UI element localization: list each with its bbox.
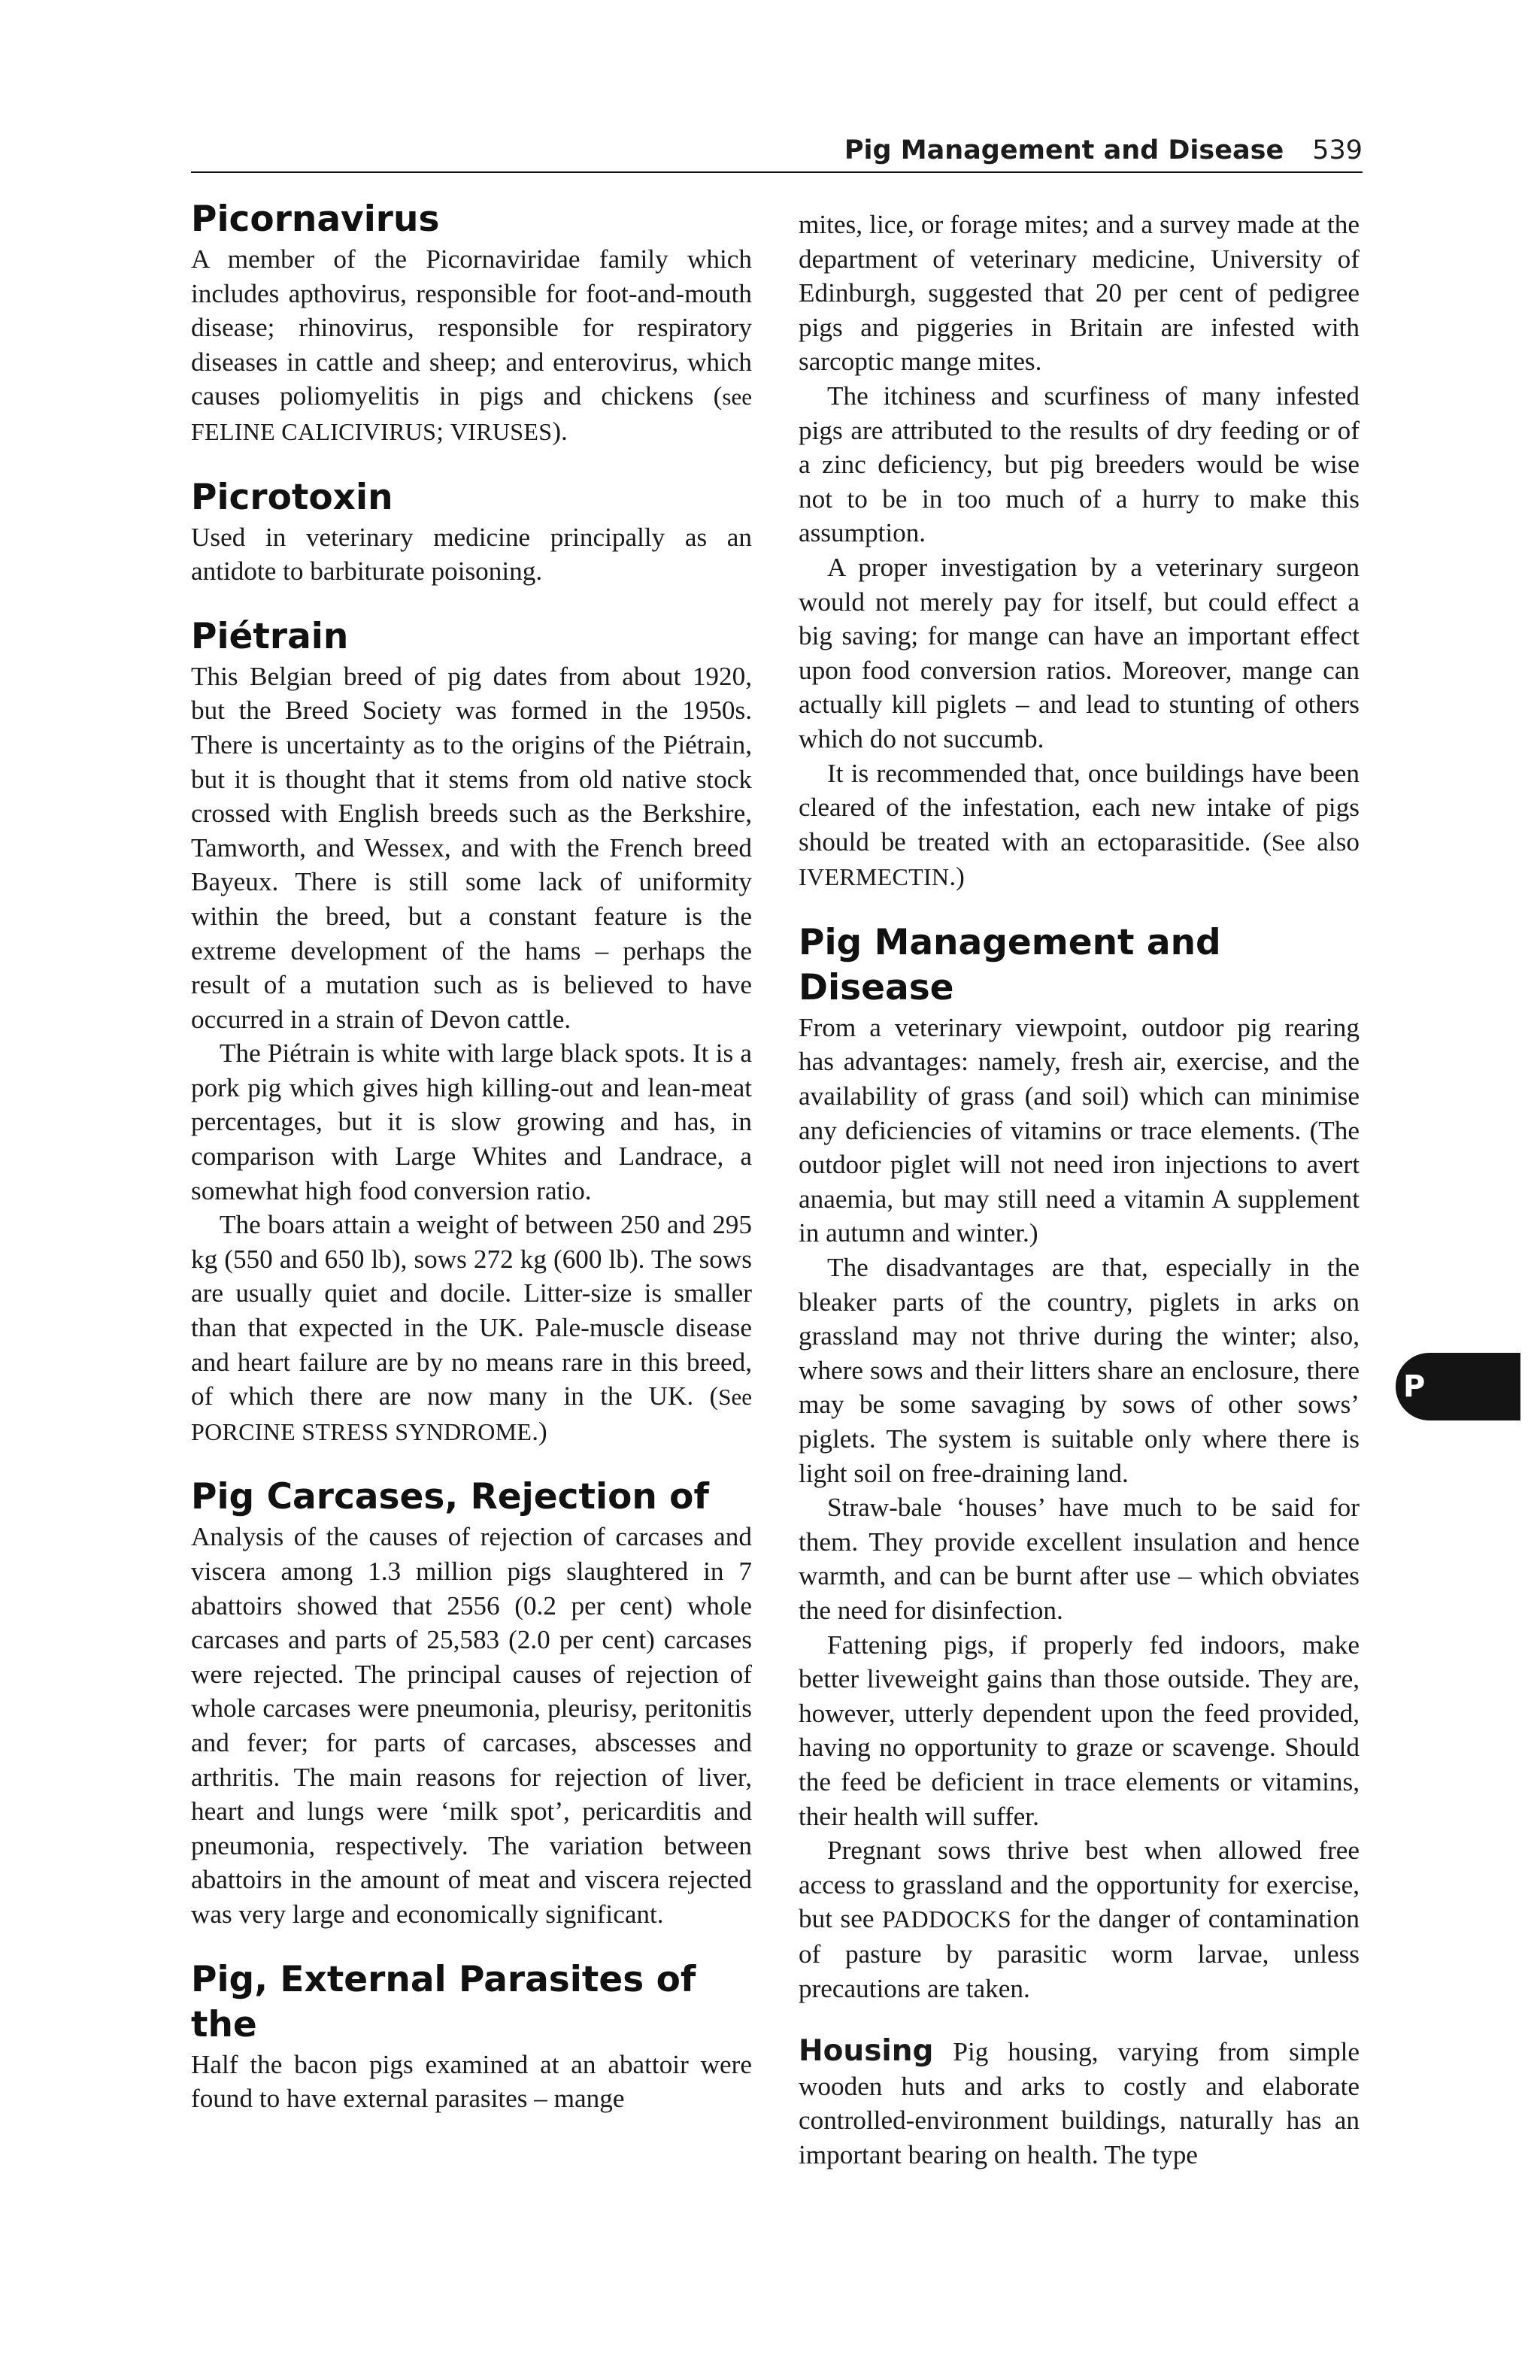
entry-title: Picornavirus <box>191 199 440 240</box>
running-head <box>191 125 1363 173</box>
section-thumb-tab <box>1396 1353 1520 1420</box>
entry-title: Picrotoxin <box>191 476 393 518</box>
entry-body: The disadvantages are that, especially in the bleaker parts of the country, piglets in arks on grassland may not thrive during the winter; also, where sows and their litters share an enclosure, there may be some savaging by sows of other sows’ piglets. The system is suitable only where there is light soil on free-draining land. <box>799 1253 1360 1488</box>
entry-body: mites, lice, or forage mites; and a survey made at the department of veterinary medicine, University of Edinburgh, suggested that 20 per cent of pedigree pigs and piggeries in Britain are infested with sarcoptic mange mites. <box>799 210 1360 377</box>
cross-reference-link[interactable]: FELINE CALICIVIRUS <box>191 417 437 445</box>
entry-body: The Piétrain is white with large black spots. It is a pork pig which gives high killing-out and lean-meat percentages, but it is slow growing and has, in comparison with Large Whites and Landrace, a somewhat high food conversion ratio. <box>191 1038 752 1205</box>
entry-body: Half the bacon pigs examined at an abattoir were found to have external parasites – mange <box>191 2049 752 2114</box>
entry-picornavirus <box>191 197 752 450</box>
cross-reference-link[interactable]: PADDOCKS <box>881 1906 1011 1933</box>
see-label: See <box>718 1384 752 1411</box>
entry-external-parasites-continued <box>799 208 1360 895</box>
entry-body: This Belgian breed of pig dates from about 1920, but the Breed Society was formed in the 1950s. There is uncertainty as to the origins of the Piétrain, but it is thought that it stems from old native stock crossed with English breeds such as the Berkshire, Tamworth, and Wessex, and with the French breed Bayeux. There is still some lack of uniformity within the breed, but a constant feature is the extreme development of the hams – perhaps the result of a mutation such as is believed to have occurred in a strain of Devon cattle. <box>191 661 752 1034</box>
entry-body: Analysis of the causes of rejection of carcases and viscera among 1.3 million pigs slaughtered in 7 abattoirs showed that 2556 (0.2 per cent) whole carcases and parts of 25,583 (2.0 per cent) carcases were rejected. The principal causes of rejection of whole carcases were pneumonia, pleurisy, peritonitis and fever; for parts of carcases, abscesses and arthritis. The main reasons for rejection of liver, heart and lungs were ‘milk spot’, pericarditis and pneumonia, respectively. The variation between abattoirs in the amount of meat and viscera rejected was very large and economically significant. <box>191 1522 752 1929</box>
thumb-tab-letter: P <box>1403 1369 1426 1404</box>
entry-title: Piétrain <box>191 615 349 657</box>
entry-pig-carcases <box>191 1475 752 1931</box>
entry-body: Used in veterinary medicine principally as an antidote to barbiturate poisoning. <box>191 522 752 587</box>
left-column <box>191 197 752 2116</box>
subsection-housing: Housing Pig housing, varying from simple wooden huts and arks to costly and elaborate controlled-environment buildings, naturally has an important bearing on health. The type <box>799 2034 1360 2169</box>
entry-body: Fattening pigs, if properly fed indoors, make better liveweight gains than those outside. They are, however, utterly dependent upon the feed provided, having no opportunity to graze or scavenge. Should the feed be deficient in trace elements or vitamins, their health will suffer. <box>799 1630 1360 1831</box>
entry-body: Straw-bale ‘houses’ have much to be said for them. They provide excellent insulation and hence warmth, and can be burnt after use – which obviates the need for disinfection. <box>799 1493 1360 1625</box>
entry-body: Pregnant sows thrive best when allowed free access to grassland and the opportunity for exercise, but see PADDOCKS for the danger of contamination of pasture by parasitic worm larvae, unless precautions are taken. <box>799 1836 1360 2003</box>
entry-external-parasites <box>191 1957 752 2116</box>
entry-body: The boars attain a weight of between 250 and 295 kg (550 and 650 lb), sows 272 kg (600 lb). The sows are usually quiet and docile. Litter-size is smaller than that expected in the UK. Pale-muscle disease and heart failure are by no means rare in this breed, of which there are now many in the UK. (See PORCINE STRESS SYNDROME.) <box>191 1210 752 1446</box>
see-label: See <box>1271 829 1305 856</box>
entry-title: Pig, External Parasites of the <box>191 1958 696 2045</box>
entry-pig-management <box>799 920 1360 2172</box>
entry-body: The itchiness and scurfiness of many infested pigs are attributed to the results of dry feeding or of a zinc deficiency, but pig breeders would be wise not to be in too much of a hurry to make this assumption. <box>799 380 1360 548</box>
page-number: 539 <box>1312 135 1363 165</box>
see-label: see <box>722 384 752 411</box>
entry-body: From a veterinary viewpoint, outdoor pig rearing has advantages: namely, fresh air, exercise, and the availability of grass (and soil) which can minimise any deficiencies of vitamins or trace elements. (The outdoor piglet will not need iron injections to avert anaemia, but may still need a vitamin A supplement in autumn and winter.) <box>799 1012 1360 1248</box>
running-head-title: Pig Management and Disease <box>844 135 1284 165</box>
cross-reference-link[interactable]: PORCINE STRESS SYNDROME <box>191 1417 532 1445</box>
entry-body: A proper investigation by a veterinary surgeon would not merely pay for itself, but could effect a big saving; for mange can have an important effect upon food conversion ratios. Moreover, mange can actually kill piglets – and lead to stunting of others which do not succumb. <box>799 552 1360 753</box>
subsection-heading: Housing <box>799 2034 934 2069</box>
entry-picrotoxin <box>191 475 752 589</box>
entry-title: Pig Carcases, Rejection of <box>191 1476 709 1518</box>
right-column <box>799 208 1360 2172</box>
entry-pietrain <box>191 614 752 1450</box>
cross-reference-link[interactable]: VIRUSES <box>450 417 553 445</box>
entry-body: A member of the Picornaviridae family which includes apthovirus, responsible for foot-and-mouth disease; rhinovirus, responsible for respiratory diseases in cattle and sheep; and enterovirus, which causes poliomyelitis in pigs and chickens (see FELINE CALICIVIRUS; VIRUSES). <box>191 244 752 446</box>
entry-body: It is recommended that, once buildings have been cleared of the infestation, each new intake of pigs should be treated with an ectoparasitide. (See also IVERMECTIN.) <box>799 758 1360 892</box>
cross-reference-link[interactable]: IVERMECTIN <box>799 863 950 891</box>
entry-title: Pig Management and Disease <box>799 921 1221 1008</box>
